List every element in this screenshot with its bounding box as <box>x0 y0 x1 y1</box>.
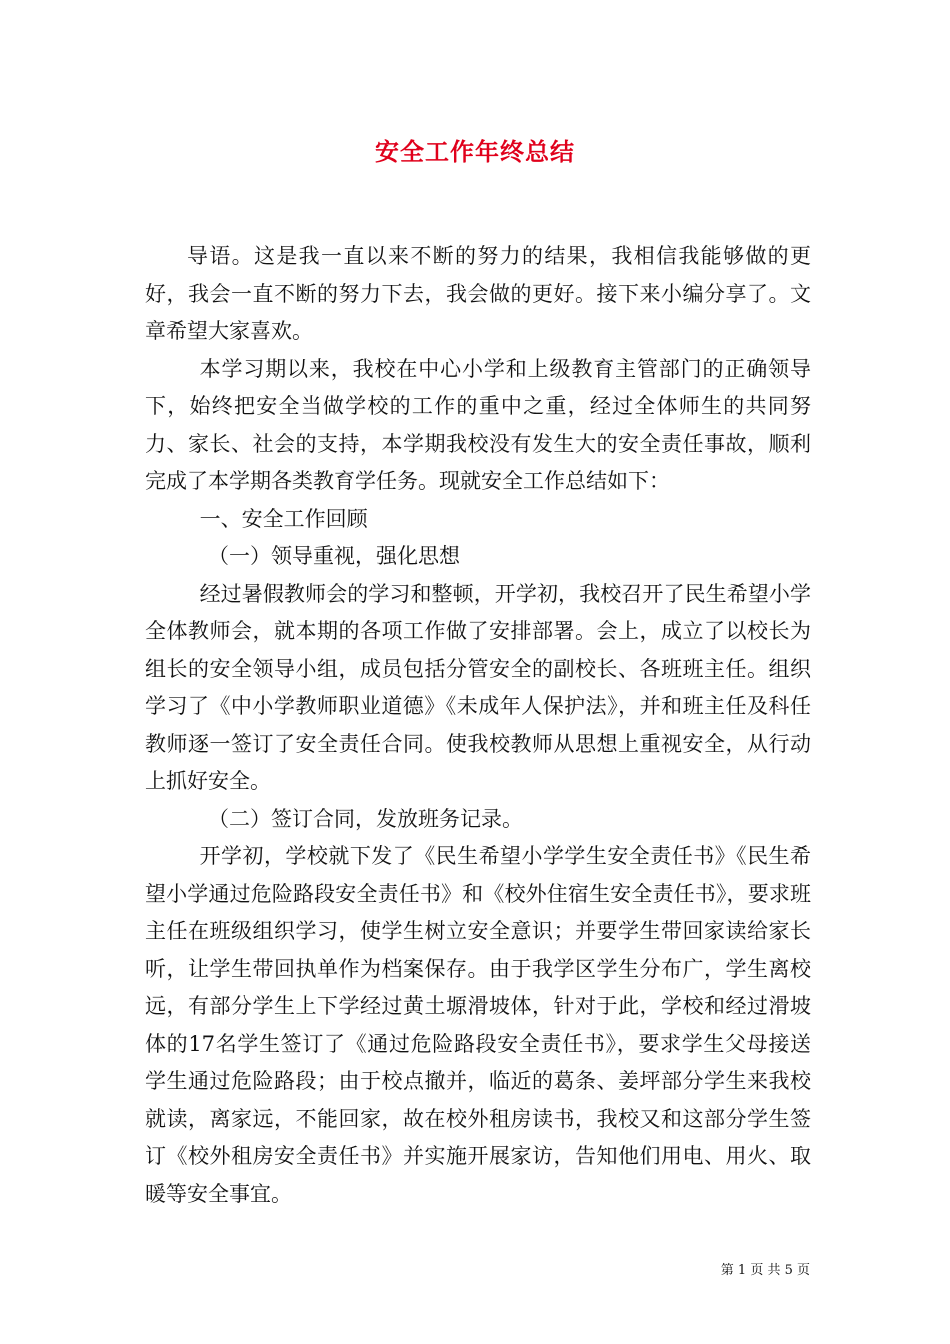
section-heading-1: 一、安全工作回顾 <box>199 506 368 531</box>
document-body <box>145 238 811 1213</box>
subsection-heading-1: （一）领导重视，强化思想 <box>208 544 460 568</box>
paragraph-contracts: 开学初，学校就下发了《民生希望小学学生安全责任书》《民生希望小学通过危险路段安全责任书》和《校外住宿生安全责任书》，要求班主任在班级组织学习，使学生树立安全意识；并要学生带回家读给家长听，让学生带回执单作为档案保存。由于我学区学生分布广，学生离校远，有部分学生上下学经过黄土塬滑坡体，针对于此，学校和经过滑坡体的17名学生签订了《通过危险路段安全责任书》，要求学生父母接送学生通过危险路段；由于校点撤并，临近的葛条、姜坪部分学生来我校就读，离家远，不能回家，故在校外租房读书，我校又和这部分学生签订《校外租房安全责任书》并实施开展家访，告知他们用电、用火、取暖等安全事宜。 <box>145 844 811 1206</box>
paragraph-intro: 导语。这是我一直以来不断的努力的结果，我相信我能够做的更好，我会一直不断的努力下去，我会做的更好。接下来小编分享了。文章希望大家喜欢。 <box>145 244 811 343</box>
subsection-heading-2: （二）签订合同，发放班务记录。 <box>208 806 523 831</box>
document-title: 安全工作年终总结 <box>375 137 575 166</box>
paragraph-overview: 本学习期以来，我校在中心小学和上级教育主管部门的正确领导下，始终把安全当做学校的工作的重中之重，经过全体师生的共同努力、家长、社会的支持，本学期我校没有发生大的安全责任事故，顺利完成了本学期各类教育学任务。现就安全工作总结如下： <box>145 356 811 493</box>
page-number: 第 1 页 共 5 页 <box>720 1263 810 1278</box>
paragraph-leadership: 经过暑假教师会的学习和整顿，开学初，我校召开了民生希望小学全体教师会，就本期的各项工作做了安排部署。会上，成立了以校长为组长的安全领导小组，成员包括分管安全的副校长、各班班主任。组织学习了《中小学教师职业道德》《未成年人保护法》，并和班主任及科任教师逐一签订了安全责任合同。使我校教师从思想上重视安全，从行动上抓好安全。 <box>145 581 811 793</box>
